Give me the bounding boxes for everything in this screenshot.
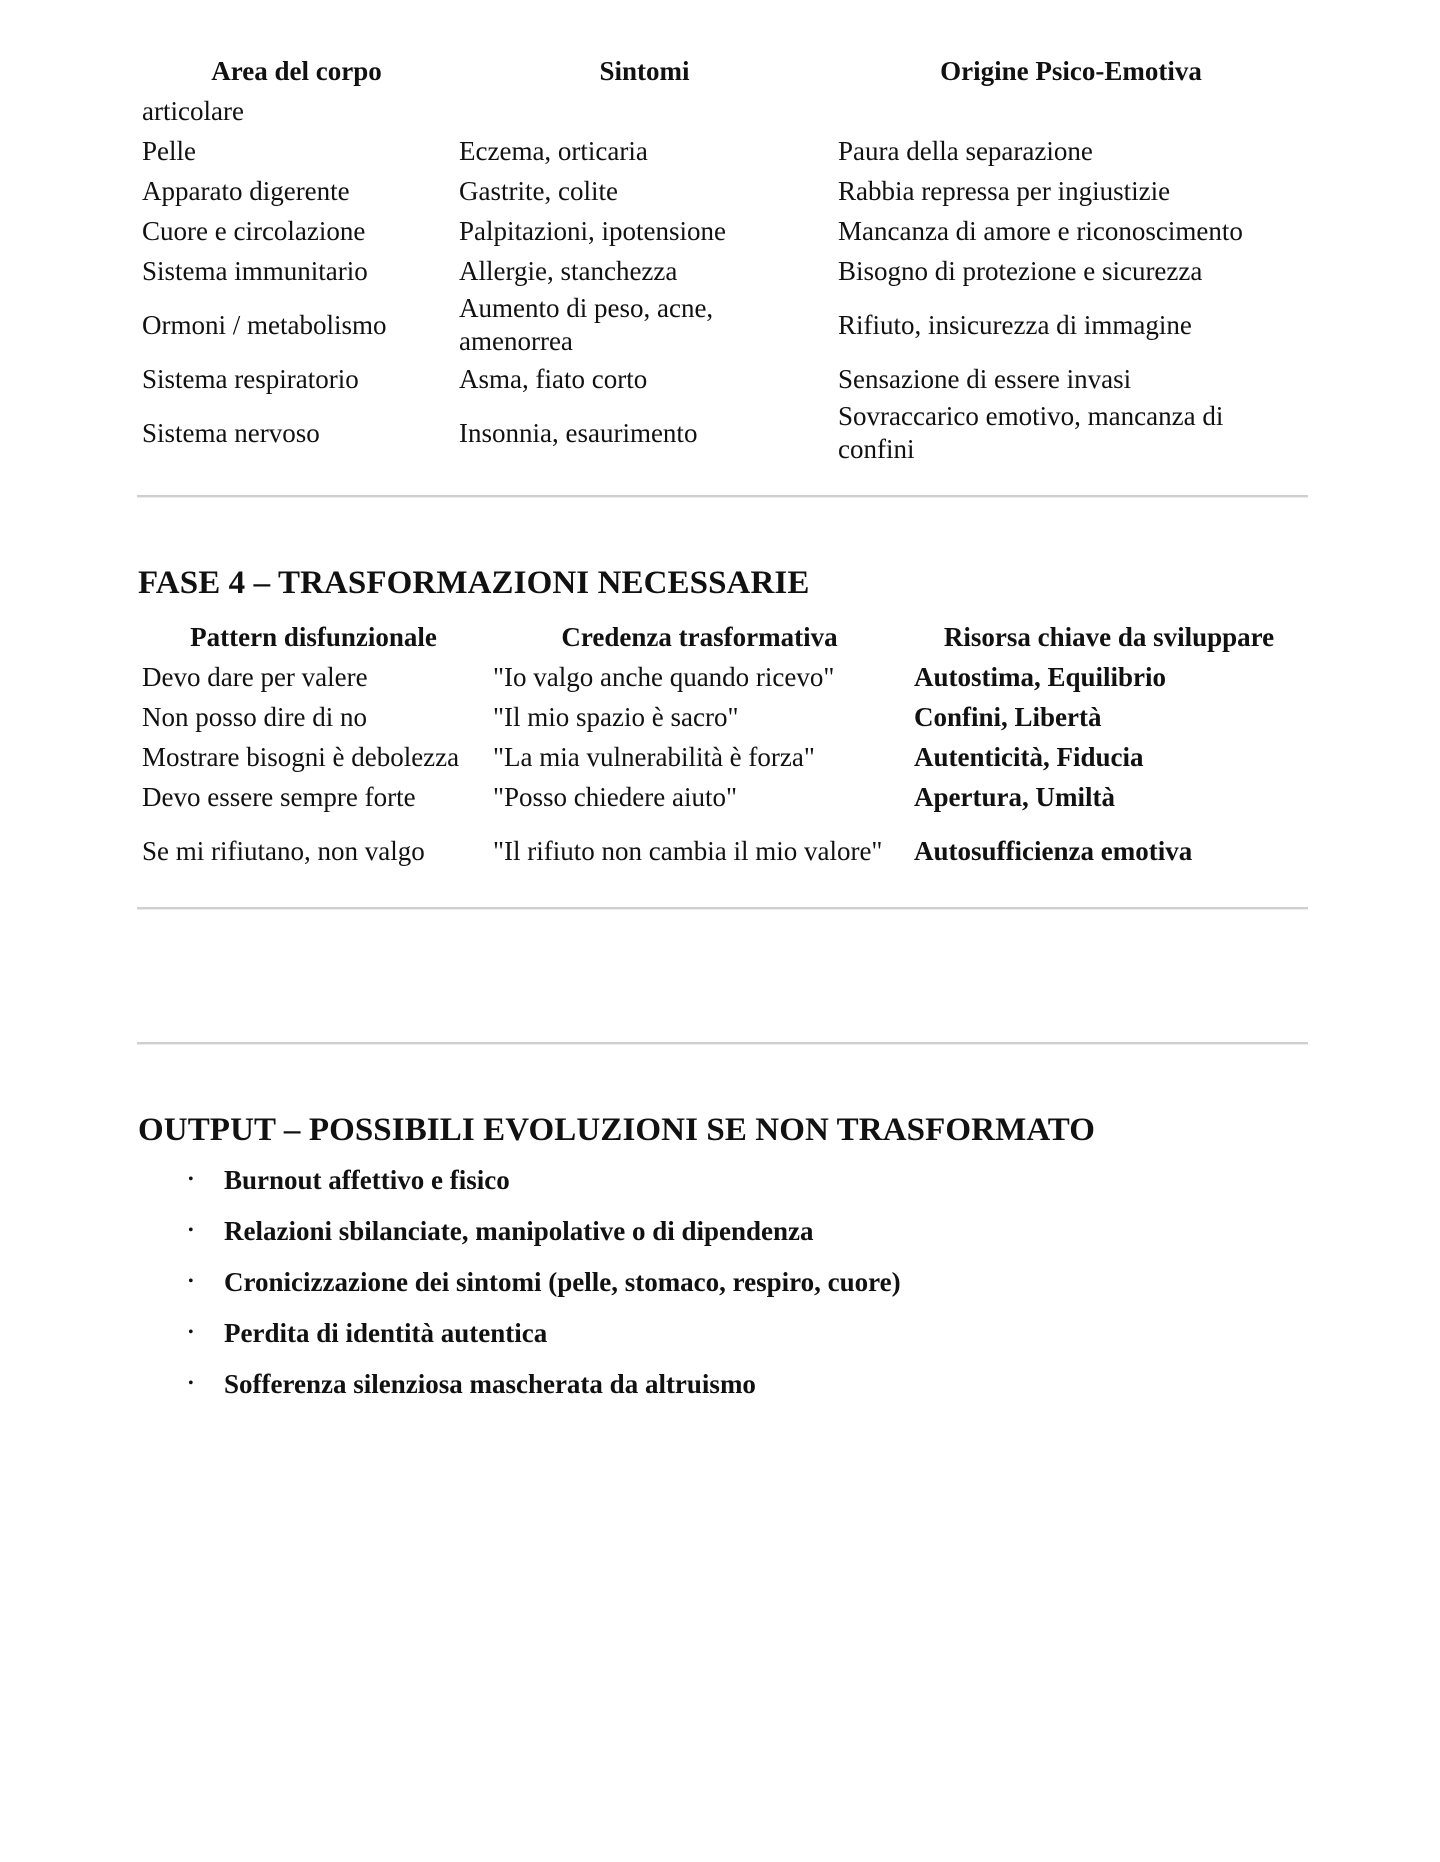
table-cell: Mancanza di amore e riconoscimento bbox=[838, 216, 1243, 246]
list-item bbox=[180, 1316, 901, 1367]
table-cell: articolare bbox=[142, 96, 244, 126]
section-heading-fase4: FASE 4 – TRASFORMAZIONI NECESSARIE bbox=[138, 565, 810, 601]
table-cell: "Il rifiuto non cambia il mio valore" bbox=[493, 835, 883, 866]
table-cell: Rabbia repressa per ingiustizie bbox=[838, 176, 1171, 206]
table-cell: Rifiuto, insicurezza di immagine bbox=[838, 310, 1192, 340]
bullet-icon: • bbox=[188, 1273, 194, 1290]
column-header: Pattern disfunzionale bbox=[190, 622, 437, 652]
table-cell: Palpitazioni, ipotensione bbox=[459, 216, 726, 246]
table-cell: Autosufficienza emotiva bbox=[914, 836, 1193, 866]
table-row bbox=[138, 211, 1308, 251]
table-cell: Sistema nervoso bbox=[142, 418, 320, 448]
bullet-icon: • bbox=[188, 1171, 194, 1188]
table-cell: Sistema respiratorio bbox=[142, 364, 359, 394]
table-cell: Autostima, Equilibrio bbox=[914, 662, 1167, 692]
table-row bbox=[138, 657, 1308, 697]
table-row bbox=[138, 91, 1308, 131]
table-row bbox=[138, 251, 1308, 291]
table-cell: "Posso chiedere aiuto" bbox=[493, 782, 737, 812]
horizontal-rule bbox=[137, 907, 1308, 910]
table-cell: Gastrite, colite bbox=[459, 176, 618, 206]
table-cell: Sovraccarico emotivo, mancanza di confini bbox=[838, 401, 1224, 464]
section-heading-output: OUTPUT – POSSIBILI EVOLUZIONI SE NON TRASFORMATO bbox=[138, 1112, 1096, 1148]
table-row bbox=[138, 291, 1308, 359]
list-item bbox=[180, 1265, 901, 1316]
table-cell: Insonnia, esaurimento bbox=[459, 418, 698, 448]
list-item bbox=[180, 1214, 901, 1265]
column-header: Risorsa chiave da sviluppare bbox=[943, 622, 1275, 652]
table-row bbox=[138, 777, 1308, 817]
table-cell: Mostrare bisogni è debolezza bbox=[142, 742, 460, 772]
column-header: Sintomi bbox=[599, 56, 690, 86]
bullet-icon: • bbox=[188, 1375, 194, 1392]
table-cell: Autenticità, Fiducia bbox=[914, 742, 1144, 772]
list-item-text: Cronicizzazione dei sintomi (pelle, stomaco, respiro, cuore) bbox=[224, 1267, 901, 1297]
table-cell: Asma, fiato corto bbox=[459, 364, 648, 394]
table-cell: Sistema immunitario bbox=[142, 256, 368, 286]
table-cell: "Io valgo anche quando ricevo" bbox=[493, 662, 835, 692]
horizontal-rule bbox=[137, 495, 1308, 498]
table-cell: Devo dare per valere bbox=[142, 662, 368, 692]
transformations-table bbox=[138, 617, 1308, 885]
list-item-text: Perdita di identità autentica bbox=[224, 1318, 548, 1348]
table-row bbox=[138, 817, 1308, 885]
outcomes-list bbox=[180, 1163, 901, 1418]
table-cell: Pelle bbox=[142, 136, 196, 166]
table-cell: Cuore e circolazione bbox=[142, 216, 366, 246]
column-header: Credenza trasformativa bbox=[561, 622, 838, 652]
table-cell bbox=[834, 91, 1308, 131]
table-cell: Eczema, orticaria bbox=[459, 136, 648, 166]
list-item-text: Burnout affettivo e fisico bbox=[224, 1165, 510, 1195]
table-row bbox=[138, 359, 1308, 399]
table-cell: "Il mio spazio è sacro" bbox=[493, 702, 739, 732]
column-header: Origine Psico-Emotiva bbox=[940, 56, 1202, 86]
table-cell: "La mia vulnerabilità è forza" bbox=[493, 742, 815, 772]
symptoms-table bbox=[138, 51, 1308, 467]
list-item-text: Relazioni sbilanciate, manipolative o di dipendenza bbox=[224, 1216, 814, 1246]
list-item bbox=[180, 1367, 901, 1418]
horizontal-rule bbox=[137, 1042, 1308, 1045]
table-row bbox=[138, 697, 1308, 737]
table-cell: Devo essere sempre forte bbox=[142, 782, 416, 812]
table-row bbox=[138, 737, 1308, 777]
list-item-text: Sofferenza silenziosa mascherata da altruismo bbox=[224, 1369, 756, 1399]
list-item bbox=[180, 1163, 901, 1214]
bullet-icon: • bbox=[188, 1222, 194, 1239]
bullet-icon: • bbox=[188, 1324, 194, 1341]
table-cell: Apertura, Umiltà bbox=[914, 782, 1115, 812]
column-header: Area del corpo bbox=[211, 56, 382, 86]
table-cell: Ormoni / metabolismo bbox=[142, 310, 387, 340]
table-cell bbox=[455, 91, 834, 131]
table-row bbox=[138, 131, 1308, 171]
table-row bbox=[138, 399, 1308, 467]
table-cell: Paura della separazione bbox=[838, 136, 1093, 166]
table-header-row bbox=[138, 51, 1308, 91]
table-header-row bbox=[138, 617, 1308, 657]
table-cell: Bisogno di protezione e sicurezza bbox=[838, 256, 1203, 286]
table-cell: Se mi rifiutano, non valgo bbox=[142, 836, 425, 866]
table-cell: Non posso dire di no bbox=[142, 702, 367, 732]
table-cell: Aumento di peso, acne, amenorrea bbox=[459, 293, 714, 356]
table-cell: Sensazione di essere invasi bbox=[838, 364, 1132, 394]
table-cell: Apparato digerente bbox=[142, 176, 350, 206]
table-cell: Confini, Libertà bbox=[914, 702, 1102, 732]
table-row bbox=[138, 171, 1308, 211]
table-cell: Allergie, stanchezza bbox=[459, 256, 678, 286]
